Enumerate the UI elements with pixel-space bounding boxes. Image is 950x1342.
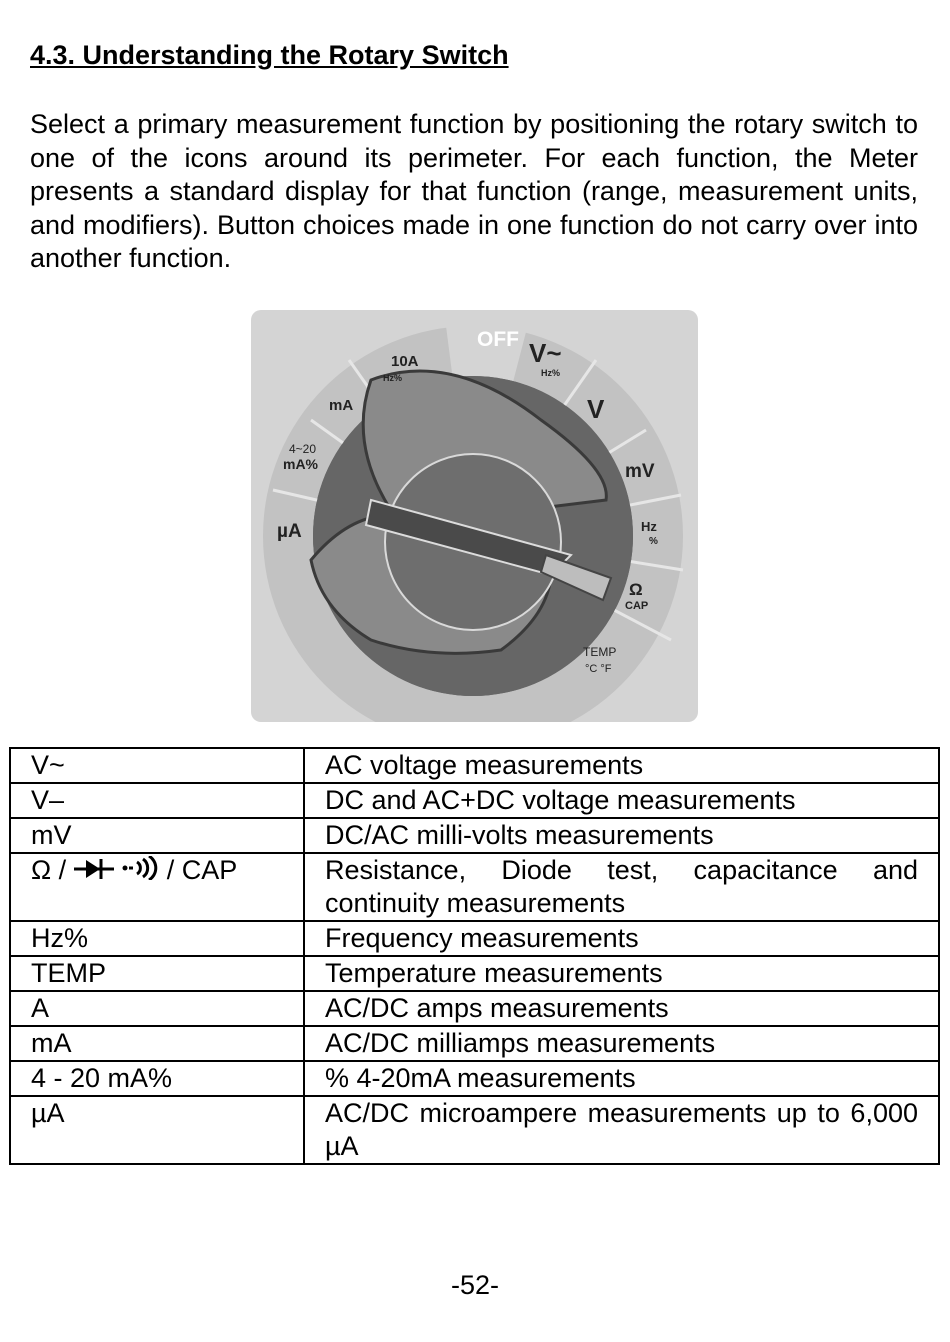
dial-label-vdc: V	[587, 394, 605, 424]
dial-label-vac: V~	[529, 338, 562, 368]
function-description: Resistance, Diode test, capacitance and continuity measurements	[304, 853, 939, 921]
function-symbol: mV	[10, 818, 304, 853]
dial-label-10a-sub: Hz%	[383, 373, 403, 383]
dial-label-cap: CAP	[625, 600, 649, 612]
function-symbol: V–	[10, 783, 304, 818]
function-description: % 4-20mA measurements	[304, 1061, 939, 1096]
ohm-symbol: Ω /	[31, 855, 67, 885]
dial-label-hz-sub: %	[649, 536, 658, 547]
function-symbol: V~	[10, 748, 304, 783]
table-row	[10, 1096, 939, 1164]
dial-label-mv: mV	[625, 461, 655, 482]
cap-symbol: / CAP	[166, 855, 238, 885]
function-description: Frequency measurements	[304, 921, 939, 956]
function-symbol: A	[10, 991, 304, 1026]
function-description: DC and AC+DC voltage measurements	[304, 783, 939, 818]
table-row	[10, 853, 939, 921]
table-row	[10, 748, 939, 783]
dial-label-off: OFF	[477, 328, 519, 351]
dial-label-temp: TEMP	[583, 645, 617, 659]
table-row	[10, 818, 939, 853]
dial-label-10a: 10A	[391, 353, 419, 370]
dial-label-420: mA%	[283, 456, 319, 472]
table-row	[10, 921, 939, 956]
table-row	[10, 956, 939, 991]
function-description: AC/DC amps measurements	[304, 991, 939, 1026]
table-row	[10, 1061, 939, 1096]
function-description: AC/DC milliamps measurements	[304, 1026, 939, 1061]
dial-label-hz: Hz	[641, 519, 657, 534]
function-symbol: TEMP	[10, 956, 304, 991]
table-row	[10, 1026, 939, 1061]
dial-label-ohm: Ω	[629, 580, 643, 599]
function-description: AC voltage measurements	[304, 748, 939, 783]
continuity-icon	[121, 855, 159, 888]
function-symbol: µA	[10, 1096, 304, 1164]
dial-label-ma: mA	[329, 397, 354, 414]
function-description: DC/AC milli-volts measurements	[304, 818, 939, 853]
function-description: Temperature measurements	[304, 956, 939, 991]
intro-paragraph: Select a primary measurement function by positioning the rotary switch to one of the icons around its perimeter. For each function, the Meter presents a standard display for that function (range, measurement units, and modifiers). Button choices made in one function do not carry over into another function.	[30, 109, 918, 273]
function-description: AC/DC microampere measurements up to 6,000 µA	[304, 1096, 939, 1164]
diode-icon	[74, 855, 114, 888]
function-table	[9, 747, 940, 1165]
dial-label-vac-sub: Hz%	[541, 368, 561, 378]
table-row	[10, 991, 939, 1026]
function-symbol: Hz%	[10, 921, 304, 956]
rotary-switch-illustration	[251, 310, 698, 722]
section-heading: 4.3. Understanding the Rotary Switch	[30, 40, 509, 70]
dial-label-420-top: 4~20	[289, 442, 317, 456]
dial-label-temp-sub: °C °F	[585, 663, 612, 675]
rotary-switch-figure	[251, 310, 698, 722]
dial-label-ua: µA	[277, 521, 302, 542]
page-number: -52-	[450, 1270, 499, 1300]
table-row	[10, 783, 939, 818]
function-symbol	[10, 853, 304, 921]
function-symbol: mA	[10, 1026, 304, 1061]
function-symbol: 4 - 20 mA%	[10, 1061, 304, 1096]
